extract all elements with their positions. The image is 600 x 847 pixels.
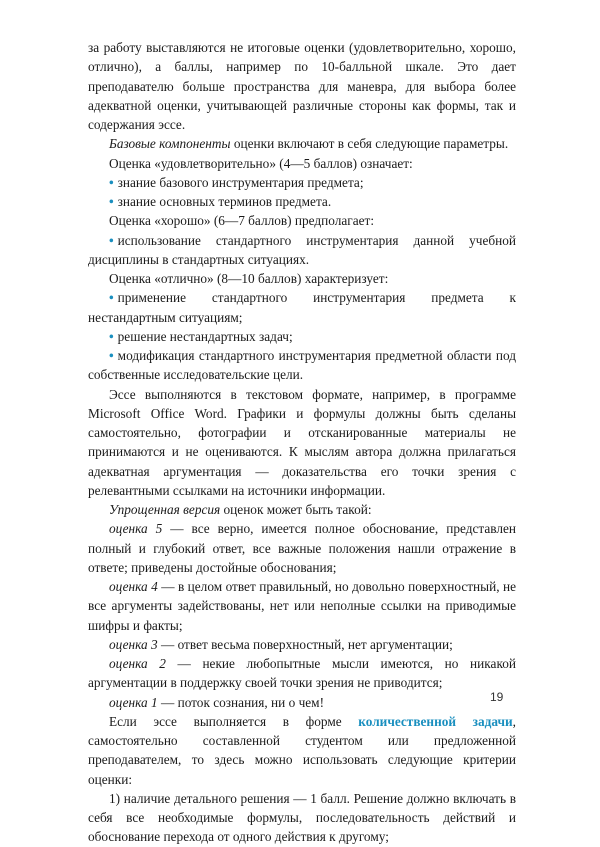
bullet-icon: •: [109, 194, 114, 209]
bullet-item: • знание базового инструментария предмета;: [109, 174, 364, 190]
grade-1-item: оценка 1 — поток сознания, ни о чем!: [109, 694, 325, 710]
paragraph-intro: за работу выставляются не итоговые оценки (удовлетворительно, хорошо, отлично), а баллы, например по 10-балльной шкале. Это дает преподавателю больше пространства для маневра, для выбора более адекватной оценки, учитывающей различные стороны как формы, так и содержания эссе.: [88, 40, 516, 132]
italic-term: Базовые компоненты: [109, 136, 231, 152]
grade-5-item: оценка 5 — все верно, имеется полное обоснование, представлен полный и глубокий ответ, все важные положения нашли отражение в ответе; приведены достойные обоснования;: [88, 521, 516, 575]
bullet-icon: •: [109, 290, 114, 306]
italic-term: Упрощенная версия: [109, 502, 221, 517]
bullet-item: • знание основных терминов предмета.: [109, 194, 332, 209]
bullet-icon: •: [109, 174, 114, 190]
paragraph-format: Эссе выполняются в текстовом формате, например, в программе Microsoft Office Word. Графики и формулы должны быть сделаны самостоятельно, фотографии и отсканированные материалы не принимаются и не оцениваются. К мыслям автора должна прилагаться адекватная аргументация — доказательства его точки зрения с релевантными ссылками на источники информации.: [88, 386, 516, 498]
paragraph-base-components: Базовые компоненты оценки включают в себя следующие параметры.: [109, 136, 509, 152]
bullet-item: • модификация стандартного инструментария предметной области под собственные исследовательские цели.: [88, 348, 516, 383]
paragraph-quantitative-task: Если эссе выполняется в форме количественной задачи, самостоятельно составленной студентом или предложенной преподавателем, то здесь можно использовать следующие критерии оценки:: [88, 713, 516, 787]
highlighted-term: количественной задачи: [358, 713, 513, 729]
bullet-item: • использование стандартного инструментария данной учебной дисциплины в стандартных ситуациях.: [88, 232, 516, 267]
paragraph-grade-good: Оценка «хорошо» (6—7 баллов) предполагает:: [109, 213, 375, 229]
paragraph-grade-satisfactory: Оценка «удовлетворительно» (4—5 баллов) означает:: [109, 155, 413, 171]
page-body: [88, 38, 516, 847]
bullet-icon: •: [109, 328, 114, 344]
bullet-item: • применение стандартного инструментария предмета к нестандартным ситуациям;: [88, 290, 516, 325]
paragraph-criterion-1: 1) наличие детального решения — 1 балл. Решение должно включать в себя все необходимые формулы, последовательность действий и обоснование перехода от одного действия к другому;: [88, 790, 516, 845]
grade-3-item: оценка 3 — ответ весьма поверхностный, нет аргументации;: [109, 636, 453, 652]
grade-2-item: оценка 2 — некие любопытные мысли имеются, но никакой аргументации в поддержку своей точки зрения не приводится;: [88, 656, 516, 691]
grade-4-item: оценка 4 — в целом ответ правильный, но довольно поверхностный, не все аргументы задействованы, нет или неполные ссылки на приводимые шифры и факты;: [88, 579, 517, 633]
bullet-icon: •: [109, 232, 114, 248]
bullet-item: • решение нестандартных задач;: [109, 328, 293, 344]
paragraph-simplified-version: Упрощенная версия оценок может быть такой:: [109, 502, 372, 517]
page-number: 19: [490, 690, 504, 704]
paragraph-grade-excellent: Оценка «отлично» (8—10 баллов) характеризует:: [109, 271, 389, 286]
bullet-icon: •: [109, 348, 114, 363]
